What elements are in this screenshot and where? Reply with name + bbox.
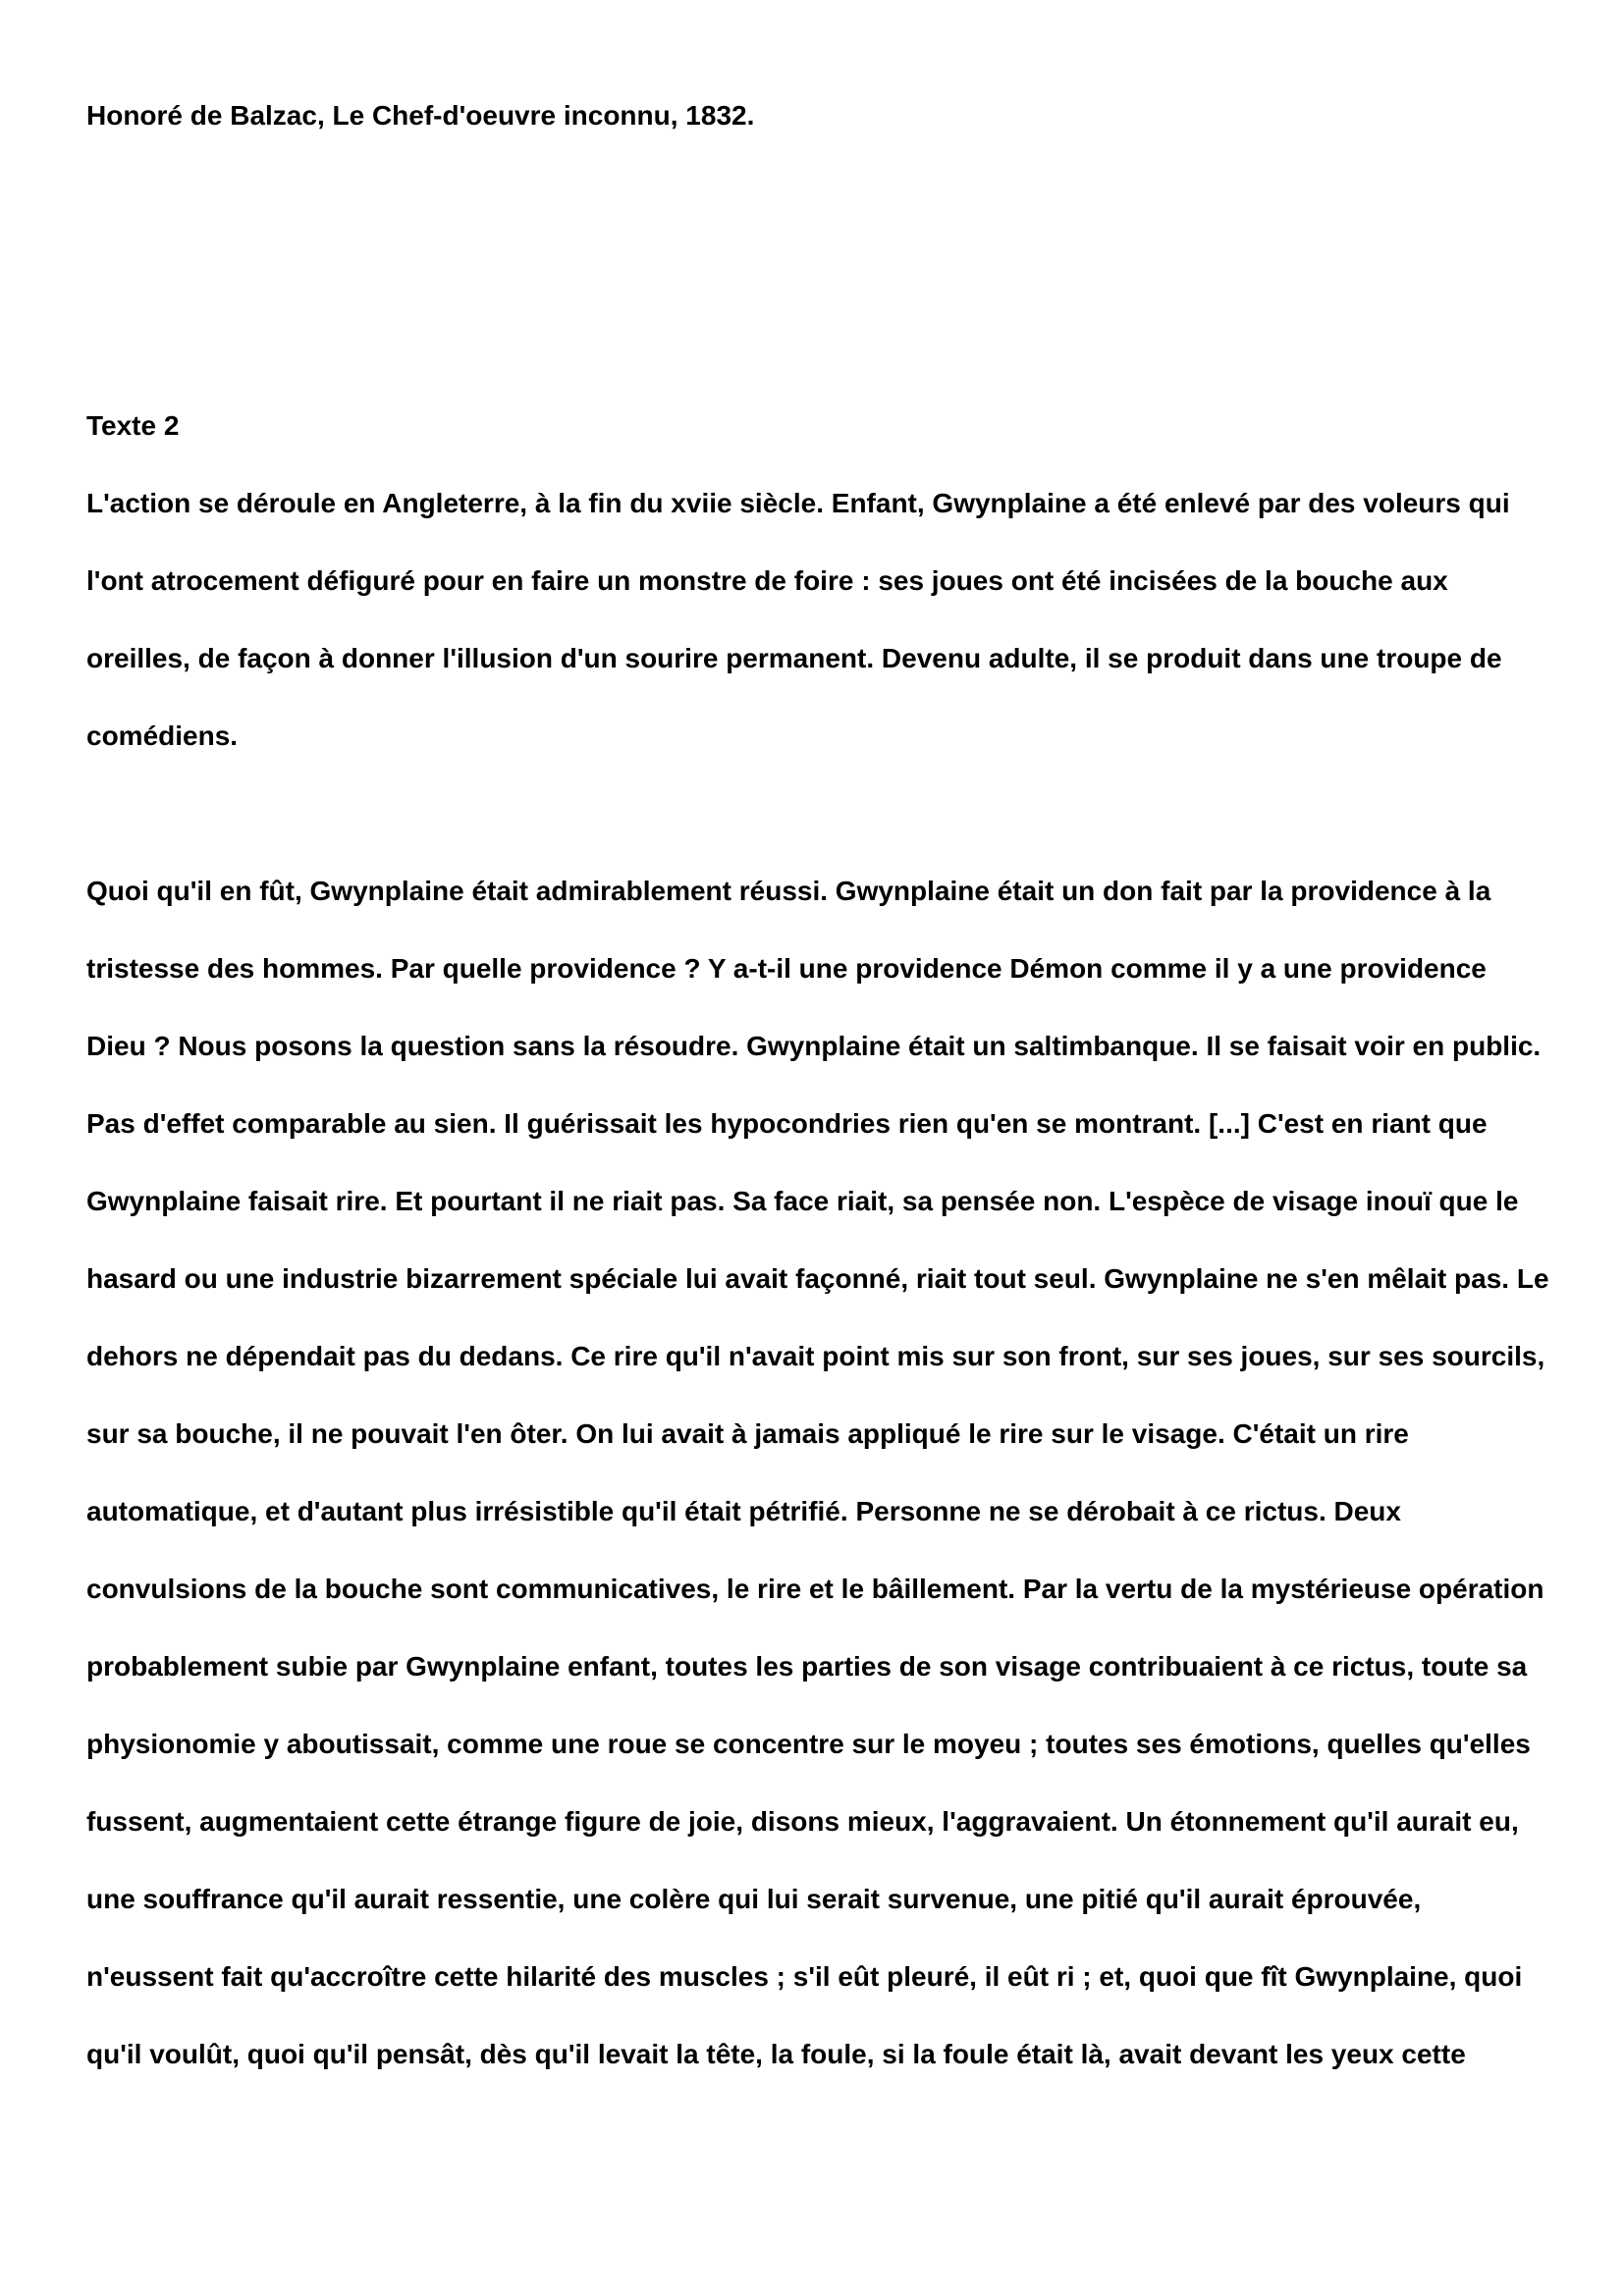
body-line: fussent, augmentaient cette étrange figure de joie, disons mieux, l'aggravaient. Un étonnement qu'il aurait eu, xyxy=(86,1806,1519,1837)
body-line: une souffrance qu'il aurait ressentie, une colère qui lui serait survenue, une pitié qu'il aurait éprouvée, xyxy=(86,1884,1422,1914)
body-line: Dieu ? Nous posons la question sans la résoudre. Gwynplaine était un saltimbanque. Il se faisait voir en public. xyxy=(86,1031,1542,1061)
body-line: convulsions de la bouche sont communicatives, le rire et le bâillement. Par la vertu de la mystérieuse opération xyxy=(86,1574,1544,1604)
intro-line: L'action se déroule en Angleterre, à la fin du xviie siècle. Enfant, Gwynplaine a été enlevé par des voleurs qui xyxy=(86,488,1510,518)
intro-line: comédiens. xyxy=(86,721,239,751)
body-line: Gwynplaine faisait rire. Et pourtant il ne riait pas. Sa face riait, sa pensée non. L'espèce de visage inouï que le xyxy=(86,1186,1519,1216)
intro-line: l'ont atrocement défiguré pour en faire un monstre de foire : ses joues ont été incisées de la bouche aux xyxy=(86,565,1448,596)
citation: Honoré de Balzac, Le Chef-d'oeuvre inconnu, 1832. xyxy=(86,100,755,131)
body-line: Pas d'effet comparable au sien. Il guérissait les hypocondries rien qu'en se montrant. [...] C'est en riant que xyxy=(86,1108,1488,1139)
body-line: tristesse des hommes. Par quelle providence ? Y a-t-il une providence Démon comme il y a une providence xyxy=(86,953,1487,984)
body-line: physionomie y aboutissait, comme une roue se concentre sur le moyeu ; toutes ses émotions, quelles qu'elles xyxy=(86,1729,1531,1759)
body-line: automatique, et d'autant plus irrésistible qu'il était pétrifié. Personne ne se dérobait à ce rictus. Deux xyxy=(86,1496,1401,1526)
body-line: qu'il voulût, quoi qu'il pensât, dès qu'il levait la tête, la foule, si la foule était là, avait devant les yeux cette xyxy=(86,2039,1466,2069)
body-line: sur sa bouche, il ne pouvait l'en ôter. On lui avait à jamais appliqué le rire sur le visage. C'était un rire xyxy=(86,1418,1409,1449)
body-line: hasard ou une industrie bizarrement spéciale lui avait façonné, riait tout seul. Gwynplaine ne s'en mêlait pas. Le xyxy=(86,1263,1549,1294)
section-title: Texte 2 xyxy=(86,410,180,441)
body-line: dehors ne dépendait pas du dedans. Ce rire qu'il n'avait point mis sur son front, sur ses joues, sur ses sourcils, xyxy=(86,1341,1545,1371)
body-line: Quoi qu'il en fût, Gwynplaine était admirablement réussi. Gwynplaine était un don fait par la providence à la xyxy=(86,876,1491,906)
body-line: probablement subie par Gwynplaine enfant, toutes les parties de son visage contribuaient à ce rictus, toute sa xyxy=(86,1651,1528,1682)
body-line: n'eussent fait qu'accroître cette hilarité des muscles ; s'il eût pleuré, il eût ri ; et, quoi que fît Gwynplaine, quoi xyxy=(86,1961,1523,1992)
intro-line: oreilles, de façon à donner l'illusion d'un sourire permanent. Devenu adulte, il se produit dans une troupe de xyxy=(86,643,1502,673)
